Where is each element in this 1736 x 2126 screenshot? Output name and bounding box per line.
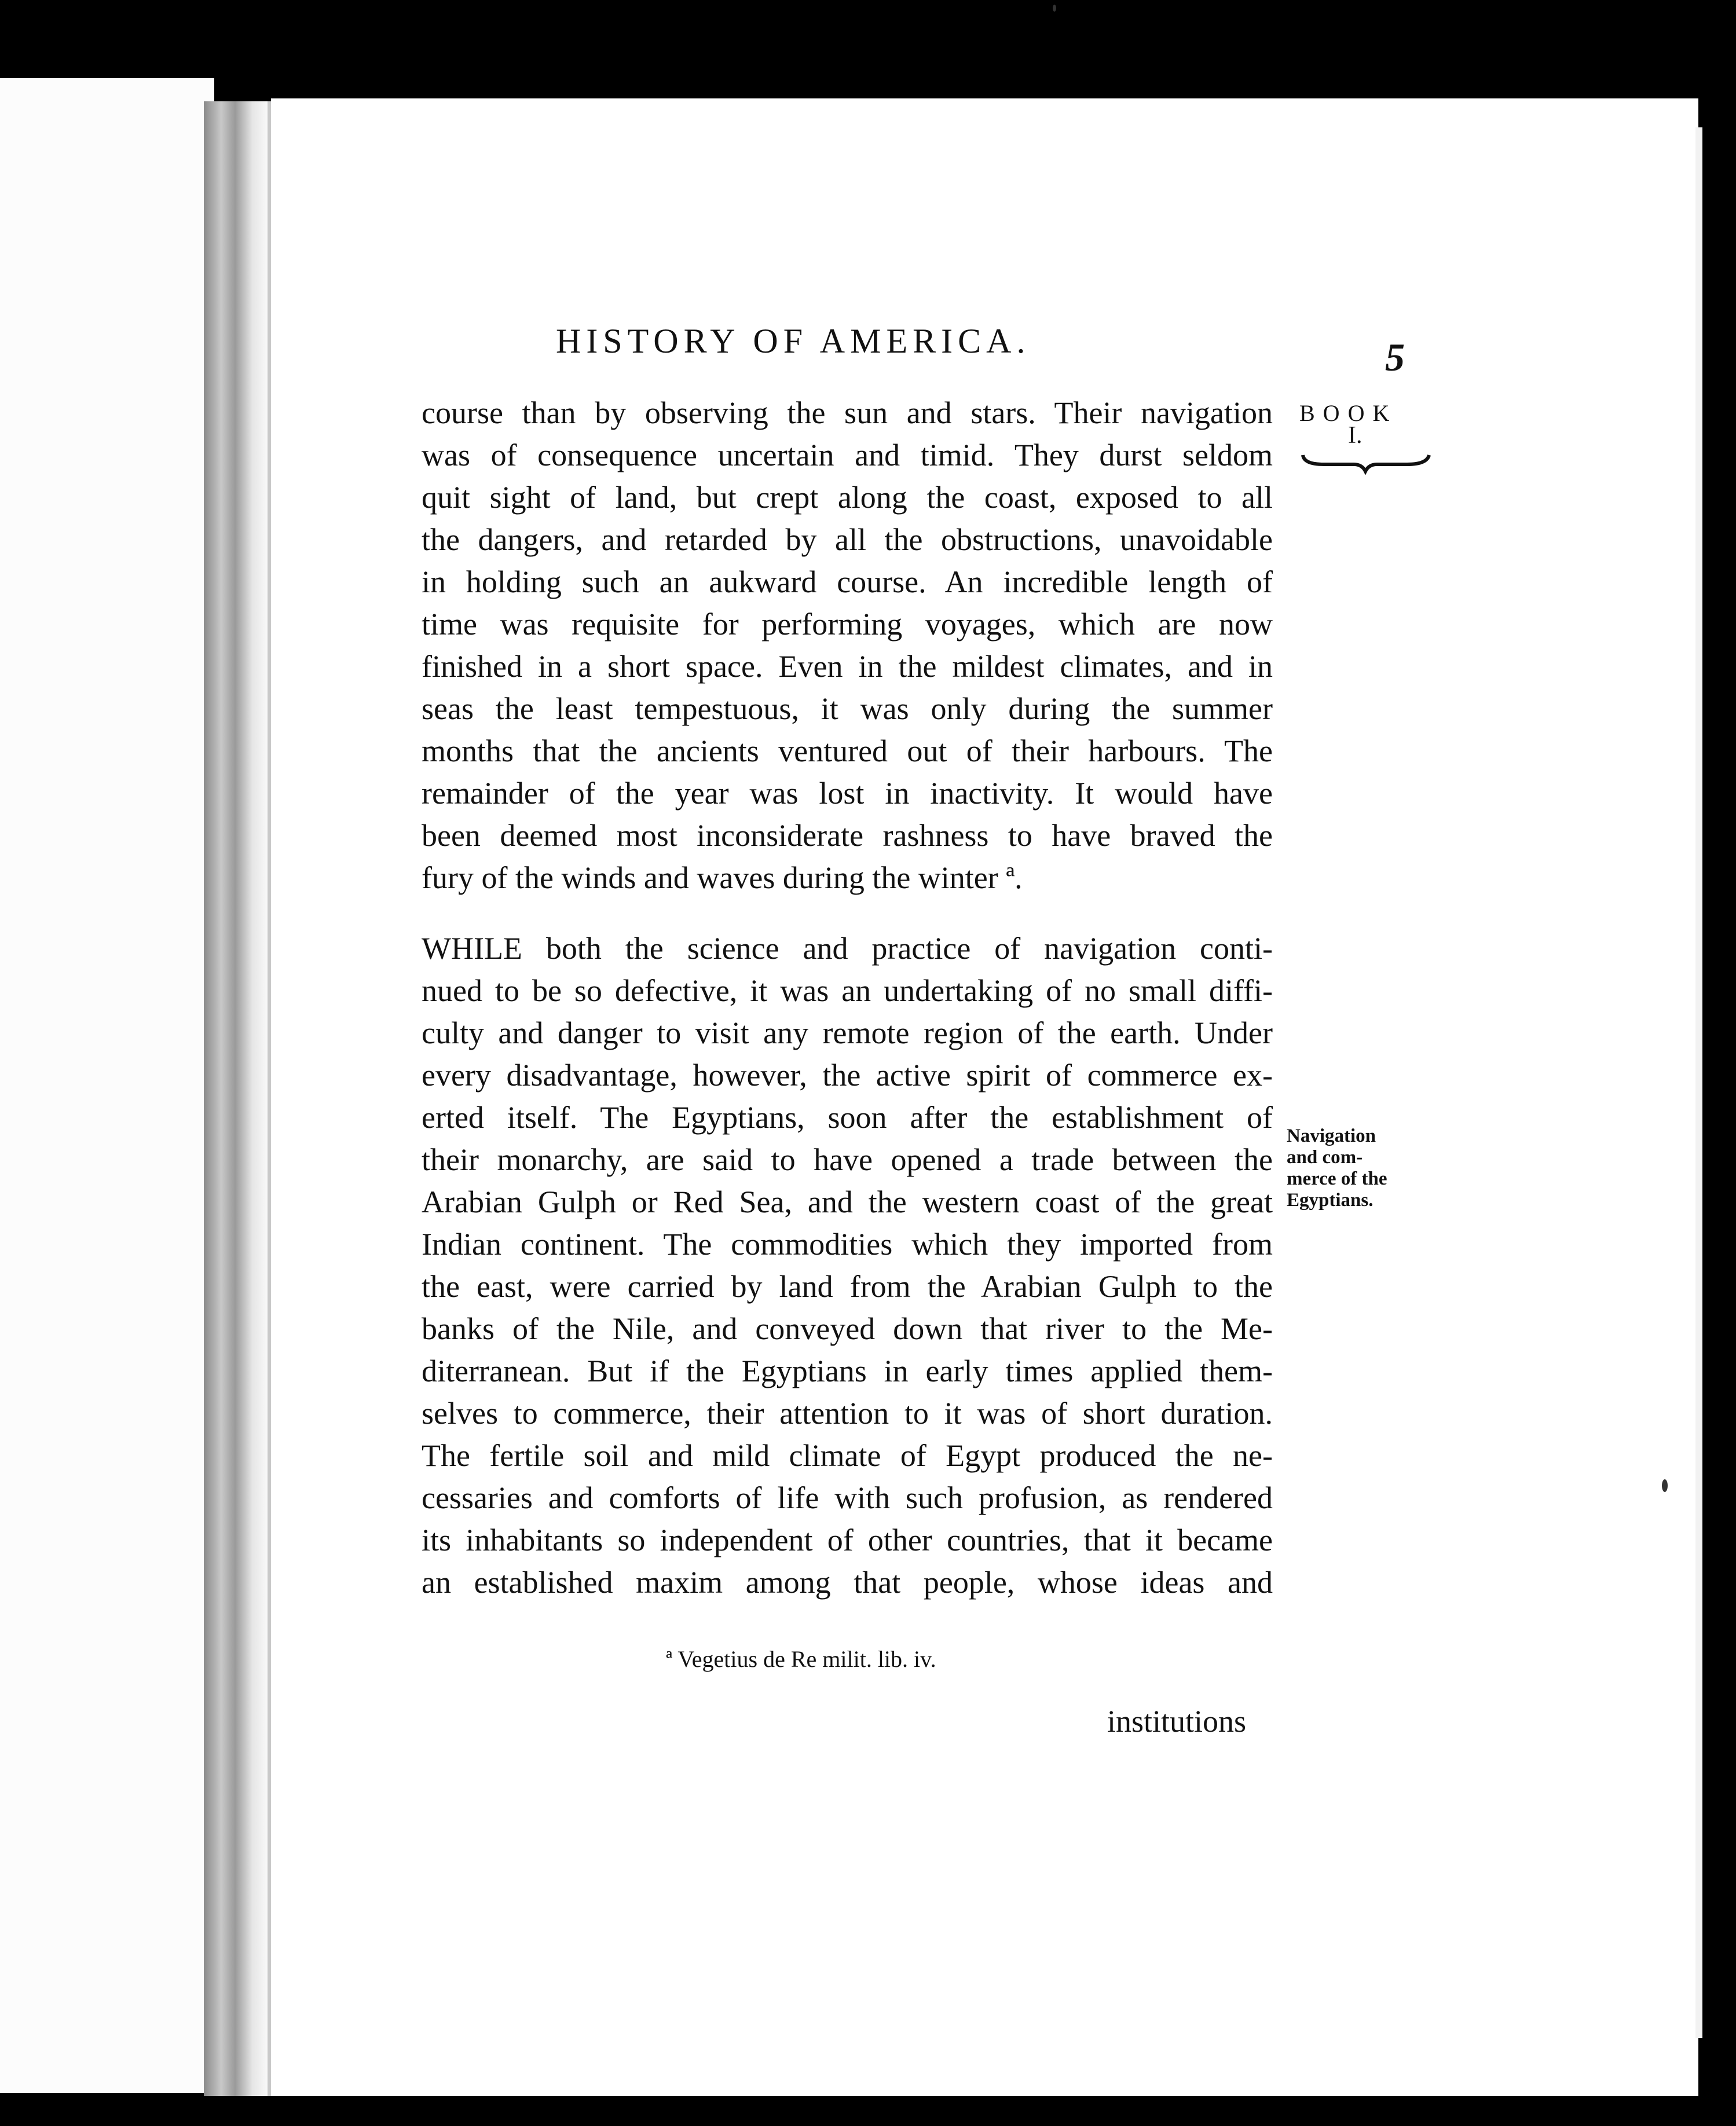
margin-note-line: and com- — [1287, 1147, 1363, 1168]
footnote: ª Vegetius de Re milit. lib. iv. — [666, 1646, 936, 1672]
scan-speck — [1662, 1479, 1668, 1492]
text-line: nued to be so defective, it was an undertaking of no small diffi- — [422, 973, 1273, 1008]
text-line: time was requisite for performing voyages, which are now — [422, 607, 1273, 642]
catchword: institutions — [1107, 1704, 1247, 1739]
text-line: an established maxim among that people, whose ideas and — [422, 1565, 1273, 1600]
margin-note-line: Egyptians. — [1287, 1190, 1374, 1211]
text-line: fury of the winds and waves during the winter ª. — [422, 860, 1023, 895]
text-line: remainder of the year was lost in inactivity. It would have — [422, 776, 1273, 811]
book-gutter — [204, 101, 273, 2096]
running-head: HISTORY OF AMERICA. — [556, 322, 1031, 360]
book-number: I. — [1348, 422, 1363, 449]
paragraph-2 — [422, 928, 1273, 1604]
text-line: selves to commerce, their attention to it was of short duration. — [422, 1396, 1273, 1431]
text-line: its inhabitants so independent of other countries, that it became — [422, 1523, 1273, 1557]
text-line: finished in a short space. Even in the mildest climates, and in — [422, 649, 1273, 684]
text-line: their monarchy, are said to have opened a trade between the — [422, 1142, 1273, 1177]
text-line: the dangers, and retarded by all the obstructions, unavoidable — [422, 522, 1273, 557]
facing-page-edge — [0, 78, 214, 2093]
text-line: Arabian Gulph or Red Sea, and the western coast of the great — [422, 1185, 1273, 1219]
page-right-edge — [1695, 127, 1702, 2038]
text-line: quit sight of land, but crept along the coast, exposed to all — [422, 480, 1273, 515]
text-line: erted itself. The Egyptians, soon after the establishment of — [422, 1100, 1273, 1135]
text-line: every disadvantage, however, the active spirit of commerce ex- — [422, 1058, 1273, 1093]
text-line: Indian continent. The commodities which they imported from — [422, 1227, 1273, 1262]
text-line: been deemed most inconsiderate rashness to have braved the — [422, 818, 1273, 853]
text-line: diterranean. But if the Egyptians in early times applied them- — [422, 1354, 1273, 1388]
book-brace-ornament — [1301, 452, 1434, 475]
margin-note — [1287, 1126, 1420, 1211]
scan-speck — [1053, 5, 1056, 12]
paragraph-1 — [422, 392, 1273, 899]
page-number: 5 — [1385, 335, 1405, 379]
text-line: culty and danger to visit any remote region of the earth. Under — [422, 1016, 1273, 1050]
text-line: WHILE both the science and practice of navigation conti- — [422, 931, 1273, 966]
text-line: seas the least tempestuous, it was only during the summer — [422, 691, 1273, 726]
text-line: months that the ancients ventured out of their harbours. The — [422, 734, 1273, 768]
text-line: The fertile soil and mild climate of Egypt produced the ne- — [422, 1438, 1273, 1473]
text-line: banks of the Nile, and conveyed down that river to the Me- — [422, 1311, 1273, 1346]
text-line: was of consequence uncertain and timid. They durst seldom — [422, 438, 1273, 472]
text-line: the east, were carried by land from the Arabian Gulph to the — [422, 1269, 1273, 1304]
text-line: course than by observing the sun and stars. Their navigation — [422, 395, 1273, 430]
book-label: BOOK — [1299, 400, 1398, 426]
margin-note-line: Navigation — [1287, 1126, 1376, 1146]
text-line: in holding such an aukward course. An incredible length of — [422, 565, 1273, 599]
margin-note-line: merce of the — [1287, 1168, 1387, 1189]
text-line: cessaries and comforts of life with such profusion, as rendered — [422, 1480, 1273, 1515]
